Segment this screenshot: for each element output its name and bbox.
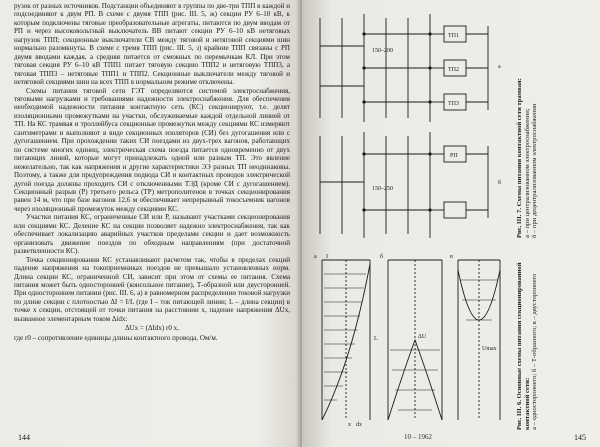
label-dist-1: 150–200 xyxy=(372,48,393,54)
label-umax: Umax xyxy=(482,346,497,352)
figure-iii-6-caption xyxy=(516,252,539,430)
label-rp: РП xyxy=(450,153,458,159)
paragraph: Точка секционирования КС устанавливают расчетом так, чтобы в пределах секций падение напряжения на токоприемниках поездов не превышало установленных норм. Длина секции КС, ограниченной СИ, зависит при этом от схемы ее питания. Схема питания может быть односторонней (консольное питание), Т-образной или двусторонней. При одностороннем питании (рис. III. 6, а) в равномерном распределении токовой нагрузки по длине секции с плотностью ΔI = I/L (где I – ток питающей линии; L – длина секции) в точке х секции, отстоящей от точки питания на расстоянии х, падение напряжения ΔUx, вызванное элементарным током Δidx: xyxy=(14,255,290,323)
paragraph: Участки питания КС, ограниченные СИ или Р, называют участками секционирования или секциями КС. Деление КС на секции позволяет надежно электроснабжения, так как обеспечивает локализацию аварийных участков пределами секции и дает возможность организовать движение поездов по обходным направлениям (при достаточной разветвленности КС). xyxy=(14,213,290,256)
paragraph: Схемы питания тяговой сети ГЭТ определяются системой электроснабжения, тяговыми нагрузками и требованиями надежности электроснабжения. Для обеспечения необходимой надежности питания контактную сеть (КС) секционируют, т.е. делят изоляционными промежутками на участки, обслуживаемые каждой отдельной линией от ТП. На КС трамвая и троллейбуса секционные промежутки между секциями КС измеряют сантиметрами и выполняют в виде секционных изоляторов (СИ) без дугогашения или с дугогашением. При прохождении таких СИ поездами из двух-трех вагонов, работающих по системе многих единиц, электрическая схема поезда питается одновременно от двух питающих линий, которые могут принадлежать одной или разным ТП. Это явление нежелательно, так как напряжения и другие характеристики ЭЭ разных ТП неодинаковы. Поэтому, а также для предупреждения подвода СИ и контактных проводов электрической дугой поезда должны проходить СИ с отключенными ТЭД (кроме СИ с дугогашением). Секционный разрыв (Р) третьего рельса (ТР) метрополитенов в точках секционирования равен 14 м, что при базе вагонов 12,6 м обеспечивает непрерывный токосъемник вагонов через изоляционный промежуток между секциями КС. xyxy=(14,86,290,213)
page-number-left: 144 xyxy=(18,433,30,442)
label-tp1: ТП1 xyxy=(448,33,459,39)
label-tp2: ТП2 xyxy=(448,67,459,73)
label-dx: dx xyxy=(356,422,362,428)
page-number-right: 145 xyxy=(574,433,586,442)
caption-title: Рис. III. 6. Основные схемы питания секционированной контактной сети: xyxy=(516,262,531,430)
figure-iii-6-diagram xyxy=(312,250,508,430)
right-page xyxy=(302,0,600,447)
caption-item: а – одностороннего; б – Т-образного; в – двустороннего xyxy=(531,273,539,430)
label-a: а xyxy=(314,254,317,260)
paragraph: где r0 – сопротивление единицы длины контактного провода, Ом/м. xyxy=(14,333,218,342)
label-du: ΔU xyxy=(418,334,427,340)
figure-iii-7-caption xyxy=(516,6,539,238)
caption-item: а – при централизованном электроснабжении; xyxy=(523,108,531,238)
label-c: в xyxy=(450,254,453,260)
label-a: а xyxy=(498,64,501,70)
label-i: I xyxy=(326,254,328,260)
figure-iii-7-diagram xyxy=(312,6,508,242)
label-b: б xyxy=(498,180,502,186)
label-l: L xyxy=(374,336,378,342)
formula: ΔUx = (ΔIdx) r0 x, xyxy=(125,324,179,333)
label-dist-2: 150–250 xyxy=(372,186,393,192)
label-b: б xyxy=(380,254,384,260)
caption-item: б – при децентрализованном электроснабжении xyxy=(531,103,539,238)
left-page-text xyxy=(14,2,290,342)
paragraph: рузок от разных источников. Подстанции объединяют в группы по две-три ТПП в каждой и подсоединяют к двум РП. В схеме с двумя ТПП (рис. III. 5, ж) секции РУ 6–10 кВ, к которым подключены тяговые преобразовательные агрегаты, питаются по двум вводам от РП и через высоковольтный выключатель ВВ питают секции РУ 6–10 кВ нетяговых нагрузок ТПП; секционные выключатели СВ между тяговой и нетяговой секциями шин нормально разомкнуты. В схеме с тремя ТПП (рис. III. 5, з) крайние ТПП связаны с РП двумя вводами каждая, а средняя питается от смежных по перемычкам КЛ. При этом тяговая секция РУ 6–10 кВ ТПП1 питает тяговую секцию ТПП2 и нетяговую ТПП3, а тяговая ТПП3 – нетяговые ТПП1 и ТПП2. Секционные выключатели между тяговой и нетяговой секциями шин на всех ТПП в нормальном режиме отключены. xyxy=(14,2,290,87)
label-tp3: ТП3 xyxy=(448,101,459,107)
printer-signature: 10 – 1962 xyxy=(404,433,432,441)
caption-title: Рис. III. 7. Схемы питания контактной сети трамвая: xyxy=(516,78,523,238)
label-x: x xyxy=(348,422,351,428)
